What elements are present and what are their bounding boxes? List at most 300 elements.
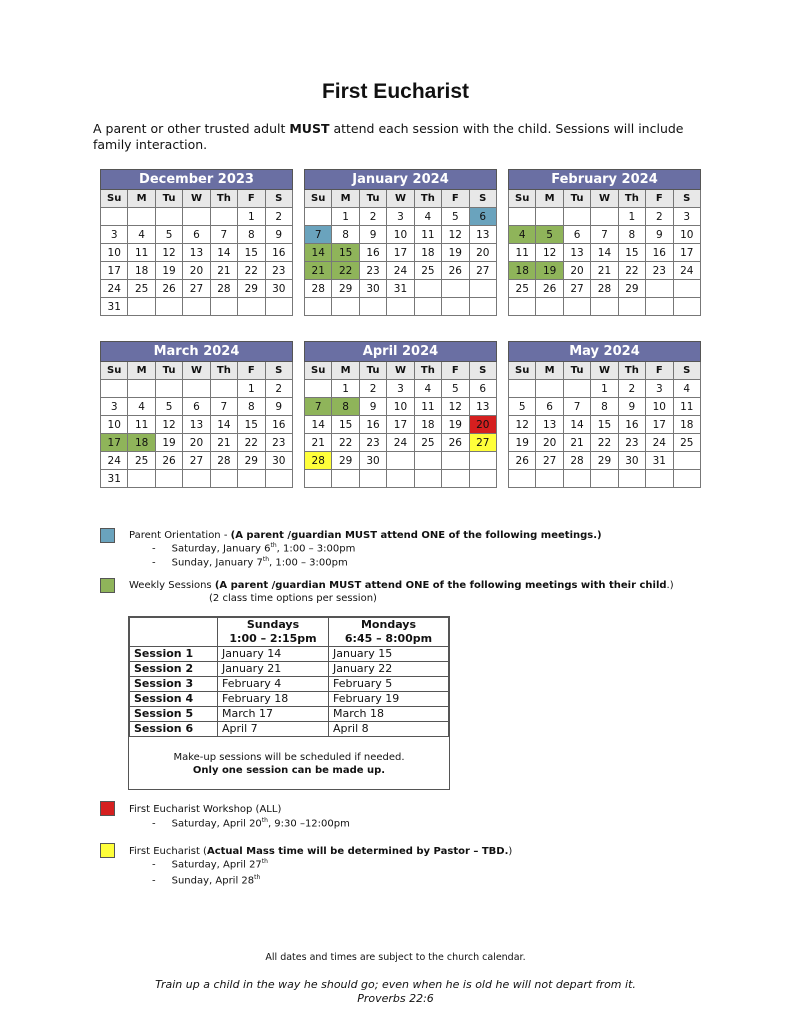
calendar-day: 16 xyxy=(646,244,673,262)
calendar-day: 27 xyxy=(563,280,590,298)
calendar-day: 16 xyxy=(265,244,292,262)
calendar-day: 8 xyxy=(238,226,265,244)
eucharist-item-text: Sunday, April 28 xyxy=(171,875,255,887)
calendar-day: 1 xyxy=(238,380,265,398)
calendar-day: 7 xyxy=(305,398,332,416)
eucharist-item xyxy=(152,858,268,870)
table-row xyxy=(130,662,449,677)
calendar-day xyxy=(238,470,265,488)
calendar-day xyxy=(128,298,155,316)
calendar-day: 2 xyxy=(618,380,645,398)
calendar-day: 10 xyxy=(101,244,128,262)
calendar-day: 10 xyxy=(646,398,673,416)
calendar-day: 20 xyxy=(183,262,210,280)
calendar-week xyxy=(305,398,497,416)
calendar-day: 29 xyxy=(332,280,359,298)
calendar-day: 4 xyxy=(673,380,700,398)
calendar-month-title: December 2023 xyxy=(101,170,293,190)
eucharist-label-end: ) xyxy=(508,846,513,857)
mondays-day: Mondays xyxy=(360,618,416,631)
calendar-day: 17 xyxy=(646,416,673,434)
calendar-day: 25 xyxy=(128,280,155,298)
bullet-dash: - xyxy=(152,875,156,887)
calendar-month-title: April 2024 xyxy=(305,342,497,362)
calendar-day: 5 xyxy=(442,208,469,226)
calendar-day: 3 xyxy=(387,380,414,398)
weekly-swatch xyxy=(100,578,115,593)
eucharist-label xyxy=(129,845,689,858)
calendar-week xyxy=(101,226,293,244)
workshop-item-text: Saturday, April 20 xyxy=(171,818,262,830)
orientation-label xyxy=(129,529,689,542)
calendar-day: 7 xyxy=(305,226,332,244)
footer-reference: Proverbs 22:6 xyxy=(357,992,434,1005)
eucharist-swatch xyxy=(100,843,115,858)
calendar-day: 15 xyxy=(332,416,359,434)
calendar-day xyxy=(101,208,128,226)
sessions-table xyxy=(128,616,450,790)
calendar-day: 19 xyxy=(509,434,536,452)
calendar-day: 6 xyxy=(536,398,563,416)
calendar-day: 10 xyxy=(673,226,700,244)
calendar-day: 9 xyxy=(359,226,386,244)
calendar-month-title: January 2024 xyxy=(305,170,497,190)
calendar-day: 15 xyxy=(238,416,265,434)
calendar-day: 2 xyxy=(265,208,292,226)
calendar-day: 12 xyxy=(155,416,182,434)
calendar-day: 18 xyxy=(414,244,441,262)
calendar-day xyxy=(305,470,332,488)
calendar-day xyxy=(673,452,700,470)
session-name: Session 5 xyxy=(130,707,218,722)
weekly-label-text: Weekly Sessions xyxy=(129,580,215,591)
weekday-label: Su xyxy=(305,362,332,380)
calendar-day: 17 xyxy=(673,244,700,262)
footer-verse: Train up a child in the way he should go; even when he is old he will not depart from it. xyxy=(155,978,636,991)
calendar-week xyxy=(305,380,497,398)
weekday-label: S xyxy=(469,362,496,380)
calendar-day: 3 xyxy=(646,380,673,398)
calendar-day: 13 xyxy=(183,416,210,434)
calendar-day: 29 xyxy=(332,452,359,470)
calendar-day: 28 xyxy=(563,452,590,470)
calendar-day xyxy=(618,470,645,488)
calendar-day: 11 xyxy=(128,416,155,434)
calendar-day: 3 xyxy=(101,226,128,244)
calendar-week xyxy=(509,452,701,470)
calendar-day: 23 xyxy=(618,434,645,452)
calendar-day: 20 xyxy=(563,262,590,280)
calendar-day xyxy=(591,470,618,488)
calendar-week xyxy=(101,452,293,470)
calendar-week xyxy=(305,470,497,488)
bullet-dash: - xyxy=(152,543,156,555)
calendar-day: 11 xyxy=(673,398,700,416)
sundays-header xyxy=(218,618,329,647)
calendar-day: 31 xyxy=(101,298,128,316)
calendar-week xyxy=(101,416,293,434)
weekday-label: W xyxy=(387,190,414,208)
calendar-day: 28 xyxy=(210,452,237,470)
calendar-week xyxy=(305,434,497,452)
ordinal-suffix: th xyxy=(254,874,261,881)
calendar-day xyxy=(210,208,237,226)
calendar-day xyxy=(414,298,441,316)
calendar-day: 20 xyxy=(536,434,563,452)
calendar-day xyxy=(509,380,536,398)
calendar-day: 1 xyxy=(618,208,645,226)
weekday-label: Th xyxy=(210,190,237,208)
weekday-label: Th xyxy=(210,362,237,380)
weekday-label: F xyxy=(646,362,673,380)
calendar-day: 24 xyxy=(673,262,700,280)
ordinal-suffix: th xyxy=(262,556,269,563)
calendar-day: 23 xyxy=(646,262,673,280)
calendar-day xyxy=(536,470,563,488)
sundays-day: Sundays xyxy=(246,618,300,631)
calendar-day xyxy=(305,208,332,226)
weekday-label: S xyxy=(673,190,700,208)
calendar-day xyxy=(563,208,590,226)
weekday-label: M xyxy=(536,190,563,208)
calendar-day: 27 xyxy=(536,452,563,470)
calendar-day xyxy=(646,280,673,298)
calendar-day: 20 xyxy=(469,416,496,434)
workshop-label: First Eucharist Workshop (ALL) xyxy=(129,804,282,815)
intro-emphasis: MUST xyxy=(289,121,330,136)
calendar-day xyxy=(591,298,618,316)
calendar-day xyxy=(387,298,414,316)
weekday-label: M xyxy=(332,362,359,380)
calendar-day: 3 xyxy=(101,398,128,416)
calendar-day: 10 xyxy=(101,416,128,434)
session-name: Session 1 xyxy=(130,647,218,662)
calendar-week xyxy=(509,226,701,244)
workshop-swatch xyxy=(100,801,115,816)
calendar-week xyxy=(305,452,497,470)
calendar-day xyxy=(414,452,441,470)
calendar-week xyxy=(509,416,701,434)
calendar-week xyxy=(305,262,497,280)
session-monday: February 5 xyxy=(329,677,449,692)
calendar-day xyxy=(673,470,700,488)
calendar-day: 13 xyxy=(183,244,210,262)
orientation-item xyxy=(152,542,355,554)
calendar-week xyxy=(305,226,497,244)
calendar-day xyxy=(509,298,536,316)
calendar-day: 12 xyxy=(536,244,563,262)
calendar-day: 13 xyxy=(563,244,590,262)
mondays-header xyxy=(329,618,449,647)
calendar-day: 26 xyxy=(509,452,536,470)
calendar-day: 4 xyxy=(414,380,441,398)
calendar-day xyxy=(563,298,590,316)
table-row xyxy=(130,647,449,662)
weekday-label: S xyxy=(265,362,292,380)
calendar-day xyxy=(128,208,155,226)
calendar-day: 28 xyxy=(305,280,332,298)
calendar-day: 16 xyxy=(265,416,292,434)
eucharist-item-text: Saturday, April 27 xyxy=(171,859,262,871)
bullet-dash: - xyxy=(152,859,156,871)
calendar-week xyxy=(509,380,701,398)
calendar-week xyxy=(305,280,497,298)
calendar-day xyxy=(359,298,386,316)
calendar-month-title: May 2024 xyxy=(509,342,701,362)
calendar-week xyxy=(305,416,497,434)
weekday-label: Th xyxy=(414,362,441,380)
calendar-day xyxy=(646,470,673,488)
calendar-day xyxy=(238,298,265,316)
calendar-day xyxy=(183,298,210,316)
weekday-label: Su xyxy=(509,190,536,208)
calendar-day: 4 xyxy=(128,226,155,244)
bullet-dash: - xyxy=(152,818,156,830)
weekday-label: F xyxy=(646,190,673,208)
calendar-day: 25 xyxy=(509,280,536,298)
calendar-week xyxy=(101,262,293,280)
calendar-day: 15 xyxy=(238,244,265,262)
calendar-day: 21 xyxy=(210,262,237,280)
calendar-week xyxy=(101,298,293,316)
calendar-day xyxy=(128,380,155,398)
calendar-day xyxy=(265,298,292,316)
calendar-day: 15 xyxy=(618,244,645,262)
calendar-day xyxy=(469,470,496,488)
calendar-day xyxy=(155,208,182,226)
calendar-day: 1 xyxy=(591,380,618,398)
calendar-day: 10 xyxy=(387,398,414,416)
weekday-label: Su xyxy=(101,362,128,380)
calendar-day: 4 xyxy=(414,208,441,226)
calendar-day: 9 xyxy=(265,398,292,416)
calendar-day: 8 xyxy=(238,398,265,416)
calendar-day: 2 xyxy=(359,380,386,398)
calendar-day: 14 xyxy=(563,416,590,434)
calendar-day: 30 xyxy=(265,452,292,470)
weekday-label: Tu xyxy=(563,362,590,380)
makeup-note xyxy=(129,737,449,789)
calendar-day: 13 xyxy=(469,226,496,244)
calendar-day xyxy=(155,380,182,398)
session-monday: March 18 xyxy=(329,707,449,722)
calendar-day: 11 xyxy=(414,226,441,244)
eucharist-item xyxy=(152,874,260,886)
orientation-label-bold: (A parent /guardian MUST attend ONE of the following meetings.) xyxy=(230,530,602,541)
intro-text: A parent or other trusted adult xyxy=(93,121,290,136)
calendar-day: 17 xyxy=(101,434,128,452)
calendar-day xyxy=(442,470,469,488)
calendar-day xyxy=(210,380,237,398)
calendar-day: 18 xyxy=(414,416,441,434)
session-monday: January 15 xyxy=(329,647,449,662)
calendar-day: 9 xyxy=(646,226,673,244)
calendar-day: 1 xyxy=(332,380,359,398)
weekly-label xyxy=(129,579,689,592)
calendar-week xyxy=(509,244,701,262)
calendar-day: 22 xyxy=(618,262,645,280)
orientation-item-time: , 1:00 – 3:00pm xyxy=(276,543,356,555)
weekday-label: Su xyxy=(305,190,332,208)
weekday-label: Tu xyxy=(563,190,590,208)
weekday-label: Su xyxy=(101,190,128,208)
calendar xyxy=(508,341,701,488)
weekly-label-bold: (A parent /guardian MUST attend ONE of the following meetings with their child xyxy=(214,580,667,591)
weekday-label: W xyxy=(387,362,414,380)
calendar-day xyxy=(563,380,590,398)
weekly-label-end: .) xyxy=(666,580,674,591)
calendar-week xyxy=(305,244,497,262)
calendar-day: 26 xyxy=(155,452,182,470)
calendar-day xyxy=(155,470,182,488)
calendar-day: 11 xyxy=(128,244,155,262)
intro-text-end: attend each session with the child. Sessions will include family interaction. xyxy=(93,121,684,152)
calendar-day: 25 xyxy=(128,452,155,470)
calendar-day: 23 xyxy=(359,434,386,452)
weekday-label: M xyxy=(128,362,155,380)
weekly-note: (2 class time options per session) xyxy=(209,593,377,604)
calendar-day: 18 xyxy=(509,262,536,280)
calendar-day: 9 xyxy=(618,398,645,416)
calendar-day: 18 xyxy=(128,434,155,452)
eucharist-label-bold: Actual Mass time will be determined by Pastor – TBD. xyxy=(206,846,509,857)
calendar-day: 2 xyxy=(646,208,673,226)
calendar-day: 20 xyxy=(469,244,496,262)
calendar-day: 14 xyxy=(305,416,332,434)
calendar-day: 15 xyxy=(591,416,618,434)
calendar-day: 26 xyxy=(442,262,469,280)
calendar-month-title: February 2024 xyxy=(509,170,701,190)
calendar-month-title: March 2024 xyxy=(101,342,293,362)
calendar-day: 13 xyxy=(536,416,563,434)
calendar-day: 22 xyxy=(238,434,265,452)
calendar-day: 27 xyxy=(469,262,496,280)
calendar-day xyxy=(509,470,536,488)
calendar-day xyxy=(469,280,496,298)
calendar-week xyxy=(509,208,701,226)
calendar-day: 2 xyxy=(359,208,386,226)
calendar-day xyxy=(591,208,618,226)
calendar-day: 7 xyxy=(563,398,590,416)
calendar-day: 21 xyxy=(591,262,618,280)
calendar-week xyxy=(101,380,293,398)
calendar-week xyxy=(509,280,701,298)
session-sunday: February 18 xyxy=(218,692,329,707)
page-title: First Eucharist xyxy=(321,80,470,103)
calendar-day: 5 xyxy=(442,380,469,398)
weekday-label: W xyxy=(591,190,618,208)
calendar-day: 8 xyxy=(618,226,645,244)
ordinal-suffix: th xyxy=(270,542,277,549)
calendar-day xyxy=(183,208,210,226)
calendar-day: 26 xyxy=(442,434,469,452)
weekday-label: Su xyxy=(509,362,536,380)
calendar-day xyxy=(442,452,469,470)
calendar-week xyxy=(101,280,293,298)
calendar-day: 31 xyxy=(387,280,414,298)
calendar-day: 9 xyxy=(359,398,386,416)
calendar-day: 7 xyxy=(210,226,237,244)
weekday-label: W xyxy=(591,362,618,380)
calendar-week xyxy=(509,298,701,316)
table-row xyxy=(130,692,449,707)
intro-paragraph xyxy=(93,121,723,153)
calendar-day: 26 xyxy=(155,280,182,298)
calendar-week xyxy=(101,208,293,226)
calendar-day: 6 xyxy=(469,208,496,226)
session-monday: February 19 xyxy=(329,692,449,707)
calendar-day xyxy=(387,452,414,470)
calendar-day: 24 xyxy=(387,434,414,452)
makeup-note-line2: Only one session can be made up. xyxy=(192,765,386,776)
calendar-day: 14 xyxy=(210,244,237,262)
ordinal-suffix: th xyxy=(261,817,268,824)
calendar-day: 27 xyxy=(183,452,210,470)
orientation-item-time: , 1:00 – 3:00pm xyxy=(269,557,348,569)
weekday-label: S xyxy=(265,190,292,208)
calendar-day xyxy=(183,470,210,488)
calendar-week xyxy=(509,398,701,416)
calendar-day xyxy=(673,280,700,298)
calendar-day: 23 xyxy=(359,262,386,280)
calendar-day: 12 xyxy=(509,416,536,434)
weekday-label: F xyxy=(238,362,265,380)
calendar-day: 22 xyxy=(332,434,359,452)
weekday-label: M xyxy=(536,362,563,380)
weekday-label: M xyxy=(128,190,155,208)
calendar-day: 10 xyxy=(387,226,414,244)
calendar-week xyxy=(101,434,293,452)
weekday-label: S xyxy=(673,362,700,380)
calendar-day xyxy=(536,208,563,226)
calendar-day xyxy=(128,470,155,488)
calendar-day: 4 xyxy=(128,398,155,416)
calendar-day xyxy=(359,470,386,488)
calendar-day xyxy=(509,208,536,226)
session-name: Session 3 xyxy=(130,677,218,692)
session-sunday: April 7 xyxy=(218,722,329,737)
calendar-day: 30 xyxy=(359,280,386,298)
weekday-label: W xyxy=(183,190,210,208)
calendar-week xyxy=(509,262,701,280)
session-sunday: January 14 xyxy=(218,647,329,662)
calendar-day xyxy=(387,470,414,488)
calendar-day: 16 xyxy=(359,416,386,434)
calendar-day: 22 xyxy=(238,262,265,280)
calendar-day: 27 xyxy=(183,280,210,298)
calendar-day: 8 xyxy=(591,398,618,416)
calendar-week xyxy=(101,470,293,488)
bullet-dash: - xyxy=(152,557,156,569)
weekday-label: Th xyxy=(414,190,441,208)
orientation-swatch xyxy=(100,528,115,543)
table-row xyxy=(130,707,449,722)
calendar-day xyxy=(563,470,590,488)
calendar-day xyxy=(618,298,645,316)
weekday-label: Tu xyxy=(155,362,182,380)
calendar-day: 12 xyxy=(442,398,469,416)
calendar-day: 22 xyxy=(591,434,618,452)
calendar-day: 3 xyxy=(387,208,414,226)
calendar-day xyxy=(265,470,292,488)
calendar-day xyxy=(414,280,441,298)
session-name: Session 6 xyxy=(130,722,218,737)
workshop-item-time: , 9:30 –12:00pm xyxy=(267,818,350,830)
calendar-day: 21 xyxy=(210,434,237,452)
calendar-day: 4 xyxy=(509,226,536,244)
calendar-day xyxy=(332,298,359,316)
calendar-day: 3 xyxy=(673,208,700,226)
